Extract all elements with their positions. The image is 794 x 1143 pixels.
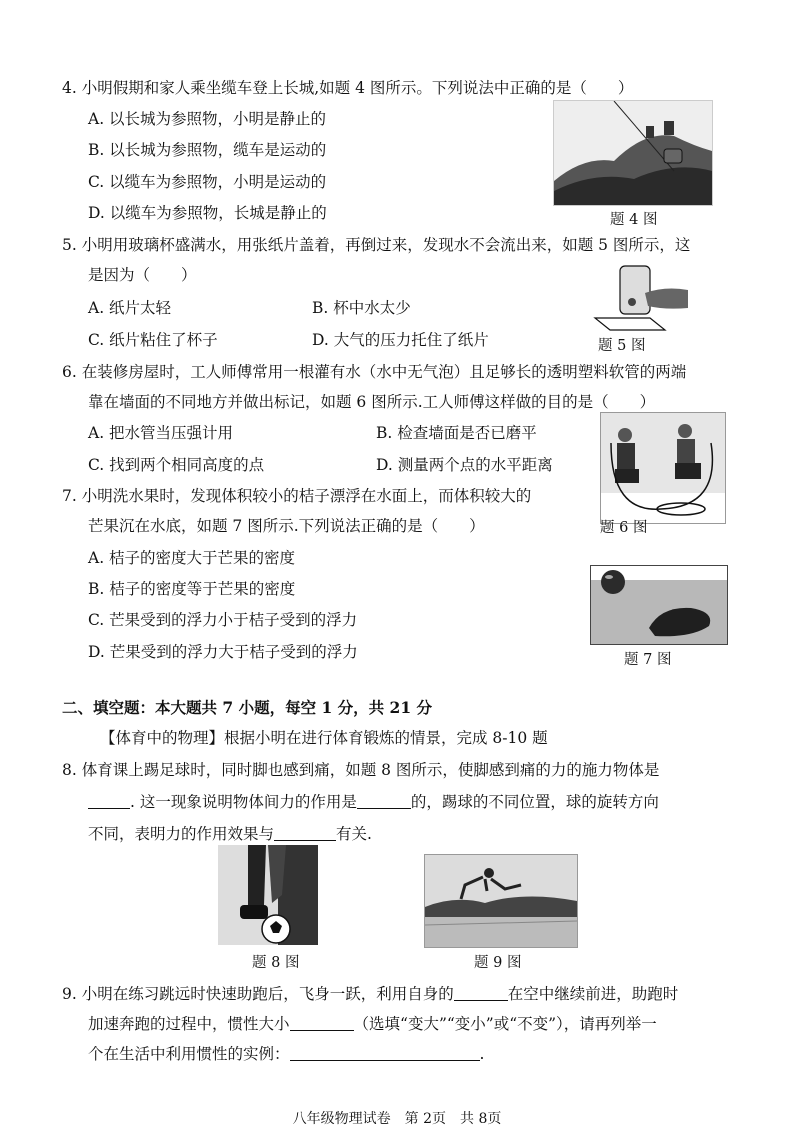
q7-caption: 题 7 图 — [624, 652, 672, 668]
q5-stem-line2: 是因为（ ） — [88, 266, 197, 284]
q6-stem-line2: 靠在墙面的不同地方并做出标记，如题 6 图所示.工人师傅这样做的目的是（ ） — [88, 393, 656, 411]
section2-heading: 二、填空题：本大题共 7 小题，每空 1 分，共 21 分 — [62, 698, 433, 717]
q9-line3 — [88, 1042, 484, 1064]
q9-line2-text-b: （选填“变大”“变小”或“不变”），请再列举一 — [353, 1015, 657, 1033]
q4-option-b: B. 以长城为参照物，缆车是运动的 — [88, 141, 327, 159]
q8-line2 — [88, 790, 659, 812]
q8-line2-text-b: 的，踢球的不同位置，球的旋转方向 — [410, 793, 659, 811]
q7-option-c: C. 芒果受到的浮力小于桔子受到的浮力 — [88, 611, 358, 629]
q6-option-b: B. 检查墙面是否已磨平 — [376, 424, 537, 442]
q8-figure-kicking-ball — [218, 845, 318, 945]
q9-blank-3[interactable] — [290, 1046, 480, 1061]
q9-line3-text-b: . — [479, 1045, 485, 1063]
q9-line1 — [62, 982, 678, 1004]
q8-blank-1[interactable] — [88, 794, 130, 809]
page-footer: 八年级物理试卷 第 2页 共 8页 — [292, 1111, 502, 1127]
q9-line3-text-a: 个在生活中利用惯性的实例： — [88, 1045, 290, 1063]
q9-caption: 题 9 图 — [474, 955, 522, 971]
q9-line2-text-a: 加速奔跑的过程中，惯性大小 — [88, 1015, 290, 1033]
q8-line2-text-a: . 这一现象说明物体间力的作用是 — [130, 793, 357, 811]
q6-caption: 题 6 图 — [600, 520, 648, 536]
q8-line3 — [88, 822, 372, 844]
q8-line1: 8. 体育课上踢足球时，同时脚也感到痛，如题 8 图所示，使脚感到痛的力的施力物体是 — [62, 761, 660, 779]
q9-figure-long-jump — [424, 854, 578, 948]
q7-figure-fruits-in-water — [590, 565, 728, 645]
q7-option-d: D. 芒果受到的浮力大于桔子受到的浮力 — [88, 643, 358, 661]
q7-option-b: B. 桔子的密度等于芒果的密度 — [88, 580, 296, 598]
q8-line3-text-b: 有关. — [336, 825, 372, 843]
q8-line3-text-a: 不同，表明力的作用效果与 — [88, 825, 275, 843]
q8-blank-3[interactable] — [274, 826, 336, 841]
q4-caption: 题 4 图 — [610, 212, 658, 228]
q5-option-a: A. 纸片太轻 — [88, 299, 172, 317]
q4-option-d: D. 以缆车为参照物，长城是静止的 — [88, 204, 327, 222]
q4-stem: 4. 小明假期和家人乘坐缆车登上长城,如题 4 图所示。下列说法中正确的是（ ） — [62, 79, 634, 97]
q5-option-c: C. 纸片粘住了杯子 — [88, 331, 218, 349]
q5-figure-inverted-glass — [590, 258, 690, 332]
q9-blank-1[interactable] — [454, 986, 508, 1001]
q5-stem-line1: 5. 小明用玻璃杯盛满水，用张纸片盖着，再倒过来，发现水不会流出来，如题 5 图所示，这 — [62, 236, 691, 254]
q5-option-b: B. 杯中水太少 — [312, 299, 411, 317]
section2-context: 【体育中的物理】根据小明在进行体育锻炼的情景，完成 8-10 题 — [100, 729, 548, 747]
q9-line1-text-b: 在空中继续前进，助跑时 — [507, 985, 679, 1003]
q7-stem-line2: 芒果沉在水底，如题 7 图所示.下列说法正确的是（ ） — [88, 517, 485, 535]
q7-option-a: A. 桔子的密度大于芒果的密度 — [88, 549, 296, 567]
q5-option-d: D. 大气的压力托住了纸片 — [312, 331, 489, 349]
q5-caption: 题 5 图 — [598, 338, 646, 354]
q6-figure-workers-level — [600, 412, 726, 524]
q4-figure-cable-car — [553, 100, 713, 206]
q8-blank-2[interactable] — [357, 794, 411, 809]
q7-stem-line1: 7. 小明洗水果时，发现体积较小的桔子漂浮在水面上，而体积较大的 — [62, 487, 532, 505]
q6-stem-line1: 6. 在装修房屋时，工人师傅常用一根灌有水（水中无气泡）且足够长的透明塑料软管的两端 — [62, 363, 687, 381]
q6-option-d: D. 测量两个点的水平距离 — [376, 456, 553, 474]
q6-option-a: A. 把水管当压强计用 — [88, 424, 234, 442]
q4-option-a: A. 以长城为参照物，小明是静止的 — [88, 110, 327, 128]
q6-option-c: C. 找到两个相同高度的点 — [88, 456, 265, 474]
q9-blank-2[interactable] — [290, 1016, 354, 1031]
q4-option-c: C. 以缆车为参照物，小明是运动的 — [88, 173, 327, 191]
q9-line1-text-a: 9. 小明在练习跳远时快速助跑后，飞身一跃，利用自身的 — [62, 985, 454, 1003]
q9-line2 — [88, 1012, 657, 1034]
q8-caption: 题 8 图 — [252, 955, 300, 971]
